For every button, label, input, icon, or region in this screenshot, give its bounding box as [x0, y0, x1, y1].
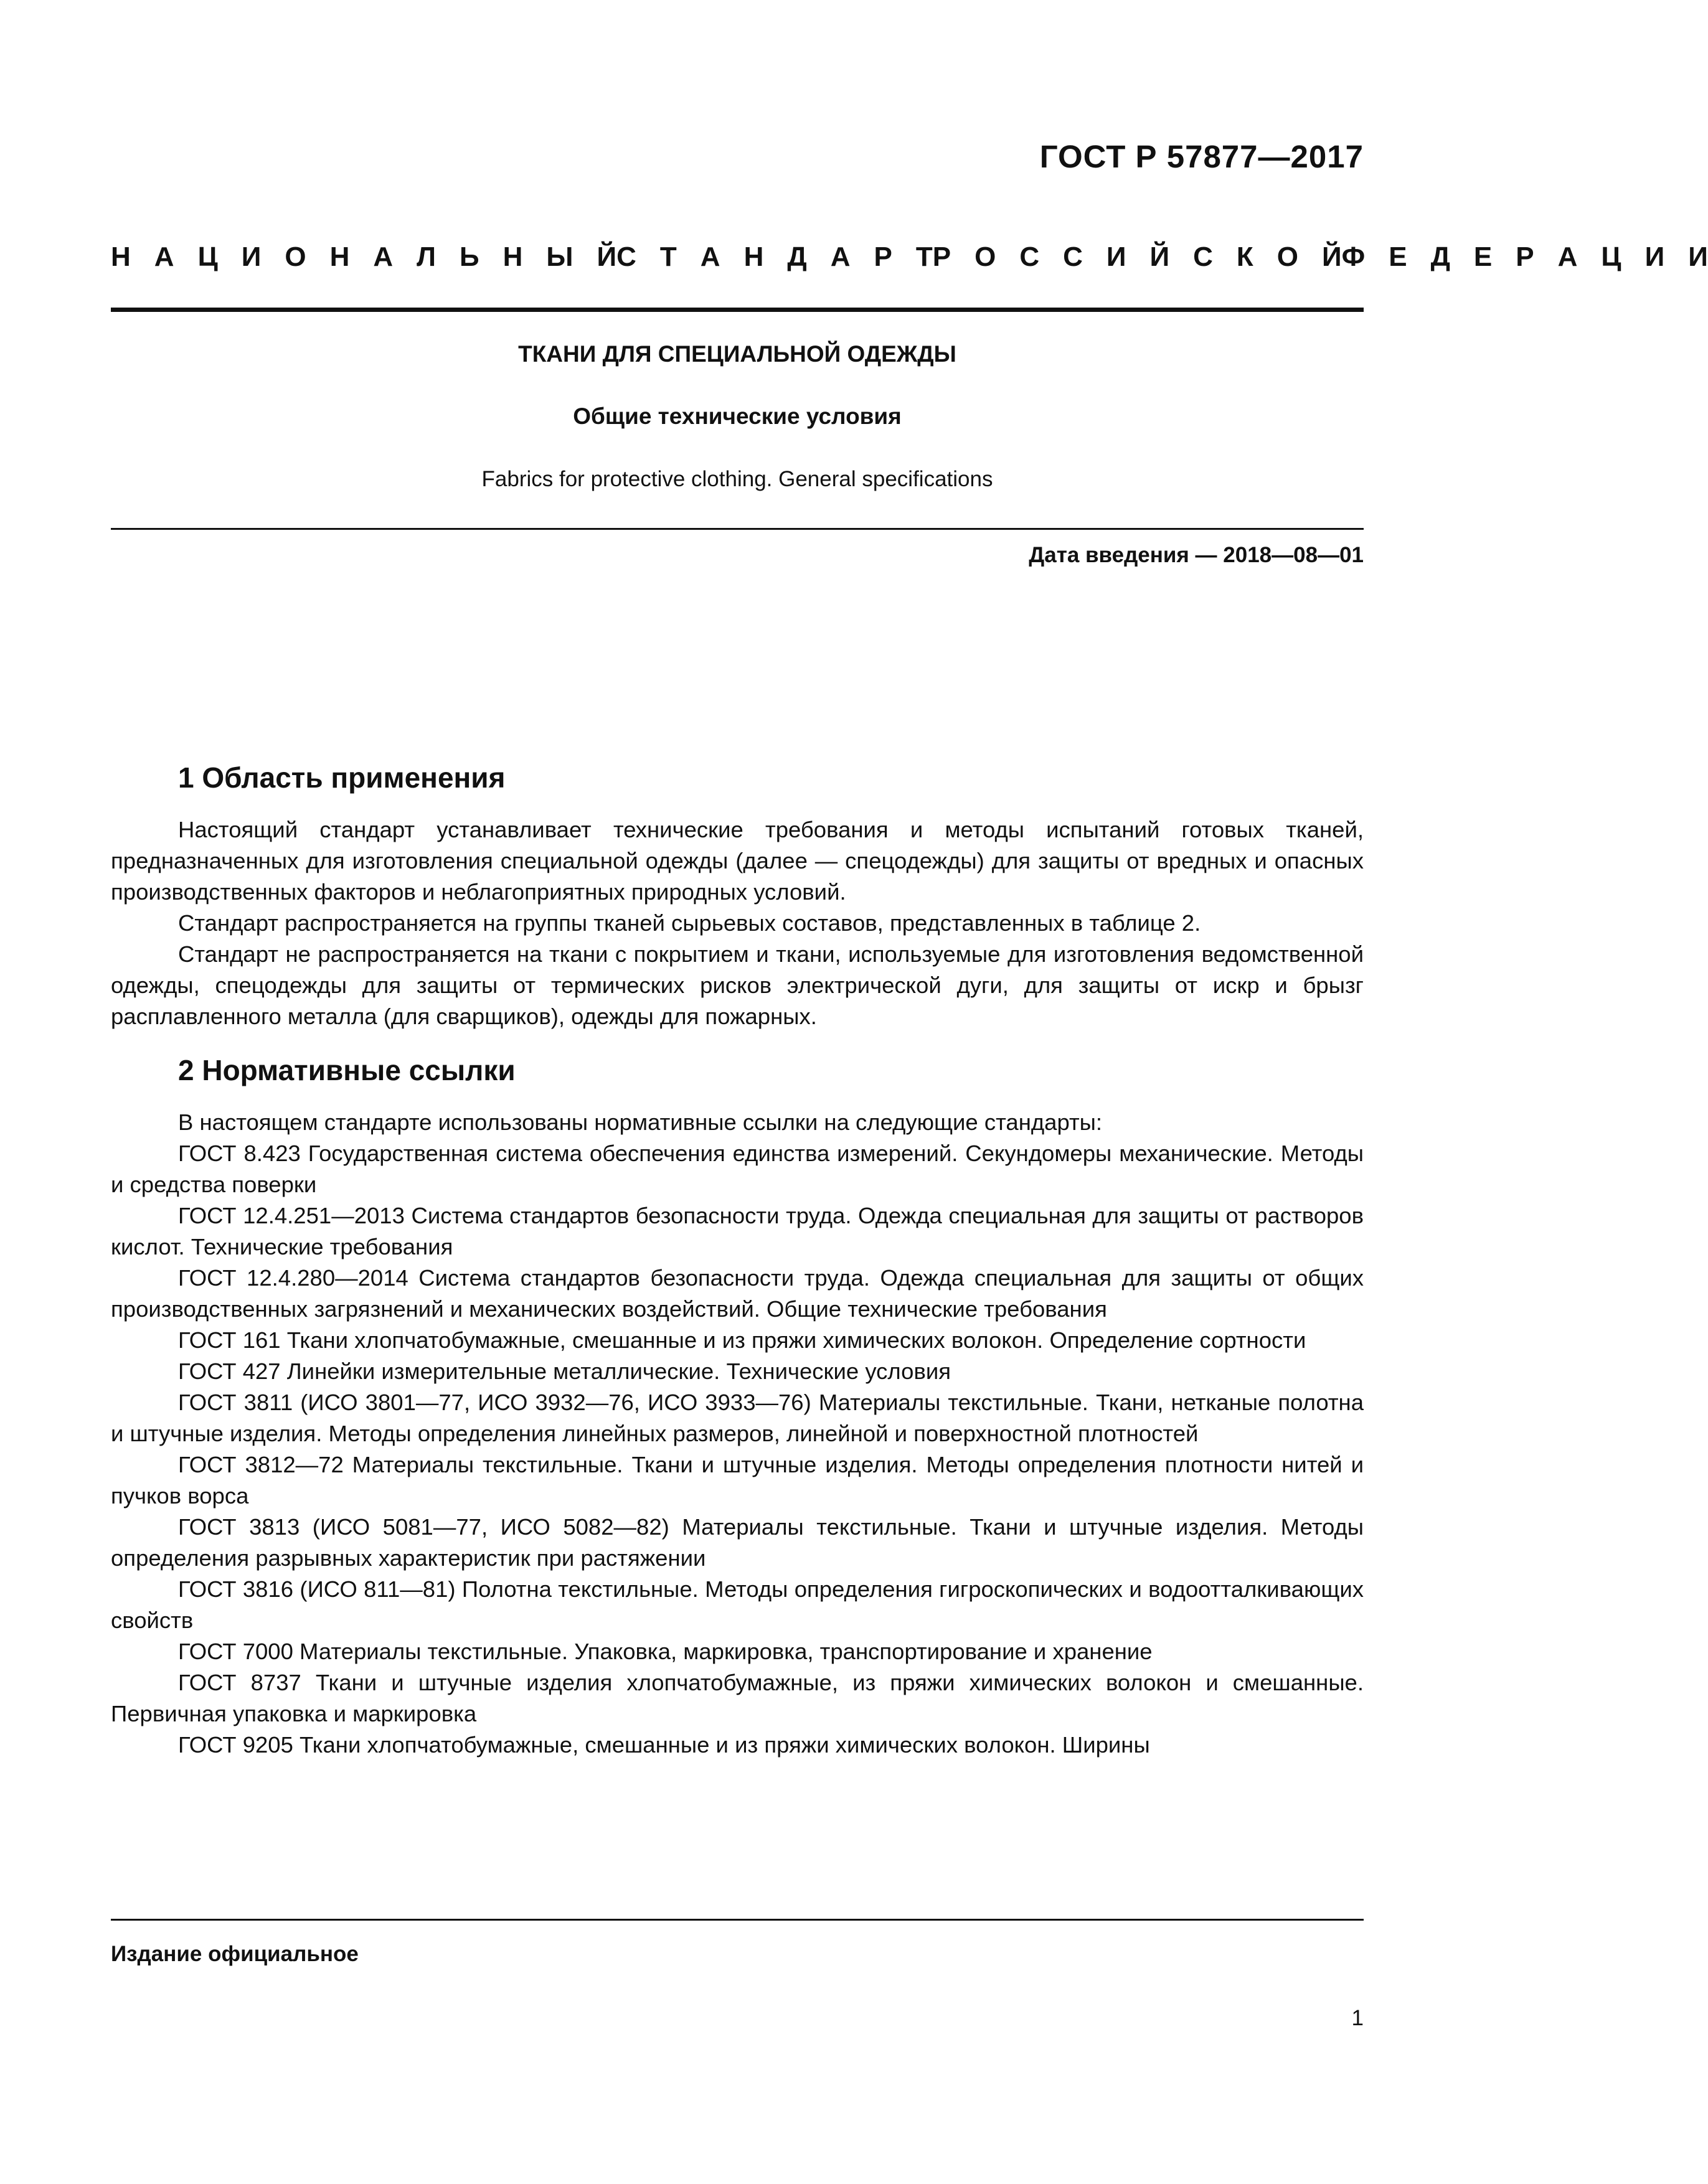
banner-letter: А: [1557, 242, 1578, 272]
banner-letter: С: [616, 242, 636, 272]
banner-letter: Й: [1322, 242, 1342, 272]
banner-letter: О: [974, 242, 996, 272]
reference-item: ГОСТ 3816 (ИСО 811—81) Полотна текстильные. Методы определения гигроскопических и водоотталкивающих свойств: [111, 1576, 1364, 1633]
reference-item: ГОСТ 3812—72 Материалы текстильные. Ткани и штучные изделия. Методы определения плотности нитей и пучков ворса: [111, 1452, 1364, 1509]
banner-letter: С: [1063, 242, 1083, 272]
paragraph: Настоящий стандарт устанавливает технические требования и методы испытаний готовых тканей, предназначенных для изготовления специальной одежды (далее — спецодежды) для защиты от вредных и опасных производственных факторов и неблагоприятных природных условий.: [111, 817, 1364, 905]
banner-letter: И: [241, 242, 262, 272]
banner-letter: Ы: [546, 242, 573, 272]
document-title: ТКАНИ ДЛЯ СПЕЦИАЛЬНОЙ ОДЕЖДЫ: [518, 341, 956, 367]
banner-letter: С: [1193, 242, 1213, 272]
banner-letter: Е: [1473, 242, 1493, 272]
page-number: 1: [1351, 2006, 1364, 2030]
banner-letter: И: [1106, 242, 1126, 272]
official-edition-label: Издание официальное: [111, 1942, 359, 1966]
banner-letter: Т: [915, 242, 933, 272]
banner-letter: Д: [787, 242, 807, 272]
banner-letter: И: [1688, 242, 1708, 272]
reference-item: ГОСТ 8.423 Государственная система обеспечения единства измерений. Секундомеры механические. Методы и средства поверки: [111, 1141, 1364, 1197]
reference-item: ГОСТ 7000 Материалы текстильные. Упаковка, маркировка, транспортирование и хранение: [178, 1639, 1153, 1664]
reference-item: ГОСТ 161 Ткани хлопчатобумажные, смешанные и из пряжи химических волокон. Определение сортности: [178, 1327, 1306, 1353]
english-title: Fabrics for protective clothing. General specifications: [481, 467, 993, 491]
document-subtitle: Общие технические условия: [573, 403, 902, 429]
banner-letter: О: [285, 242, 306, 272]
reference-item: ГОСТ 12.4.280—2014 Система стандартов безопасности труда. Одежда специальная для защиты от общих производственных загрязнений и механических воздействий. Общие технические требования: [111, 1265, 1364, 1322]
reference-item: ГОСТ 8737 Ткани и штучные изделия хлопчатобумажные, из пряжи химических волокон и смешанные. Первичная упаковка и маркировка: [111, 1670, 1364, 1726]
banner-letter: Д: [1430, 242, 1450, 272]
banner-letter: Н: [743, 242, 764, 272]
reference-item: ГОСТ 427 Линейки измерительные металлические. Технические условия: [178, 1358, 951, 1384]
national-word: [111, 242, 616, 273]
banner-letter: Н: [502, 242, 523, 272]
document-body: [111, 761, 1364, 1761]
banner-letter: А: [373, 242, 394, 272]
banner-letter: Л: [417, 242, 436, 272]
reference-item: ГОСТ 3811 (ИСО 3801—77, ИСО 3932—76, ИСО 3933—76) Материалы текстильные. Ткани, нетканые полотна и штучные изделия. Методы определения линейных размеров, линейной и поверхностной плотностей: [111, 1390, 1364, 1446]
paragraph: Стандарт распространяется на группы тканей сырьевых составов, представленных в таблице 2.: [178, 910, 1201, 936]
national-word: [1342, 242, 1708, 273]
section-gap: [111, 1032, 1364, 1053]
header-divider: [111, 308, 1364, 312]
title-divider: [111, 528, 1364, 530]
banner-letter: А: [154, 242, 174, 272]
paragraph: Стандарт не распространяется на ткани с покрытием и ткани, используемые для изготовления ведомственной одежды, спецодежды для защиты от термических рисков электрической дуги, для защиты от искр и брызг расплавленного металла (для сварщиков), одежды для пожарных.: [111, 941, 1364, 1029]
banner-letter: И: [1644, 242, 1665, 272]
banner-letter: Й: [1149, 242, 1170, 272]
banner-letter: Ц: [197, 242, 218, 272]
section-heading-scope: 1 Область применения: [178, 761, 506, 794]
reference-item: ГОСТ 3813 (ИСО 5081—77, ИСО 5082—82) Материалы текстильные. Ткани и штучные изделия. Методы определения разрывных характеристик при растяжении: [111, 1514, 1364, 1571]
paragraph: В настоящем стандарте использованы нормативные ссылки на следующие стандарты:: [178, 1109, 1103, 1135]
banner-letter: Р: [1516, 242, 1534, 272]
banner-letter: С: [1019, 242, 1040, 272]
banner-letter: Н: [111, 242, 131, 272]
national-word: [616, 242, 933, 273]
footer-divider: [111, 1919, 1364, 1921]
banner-letter: Ф: [1341, 242, 1366, 272]
banner-letter: А: [830, 242, 851, 272]
banner-letter: Й: [597, 242, 617, 272]
banner-letter: Ь: [460, 242, 479, 272]
banner-letter: Ц: [1601, 242, 1621, 272]
banner-letter: Р: [932, 242, 951, 272]
reference-item: ГОСТ 12.4.251—2013 Система стандартов безопасности труда. Одежда специальная для защиты от растворов кислот. Технические требования: [111, 1203, 1364, 1259]
section-heading-references: 2 Нормативные ссылки: [178, 1054, 516, 1086]
introduction-date: Дата введения — 2018—08—01: [1029, 543, 1364, 567]
banner-letter: Е: [1389, 242, 1407, 272]
banner-letter: О: [1276, 242, 1299, 272]
gost-number: ГОСТ Р 57877—2017: [1039, 139, 1364, 174]
reference-item: ГОСТ 9205 Ткани хлопчатобумажные, смешанные и из пряжи химических волокон. Ширины: [178, 1732, 1150, 1758]
banner-letter: Р: [874, 242, 892, 272]
banner-letter: Н: [329, 242, 350, 272]
banner-letter: Т: [659, 242, 677, 272]
national-word: [933, 242, 1342, 273]
national-standard-banner: [111, 242, 1708, 273]
banner-letter: А: [700, 242, 720, 272]
banner-letter: К: [1236, 242, 1253, 272]
